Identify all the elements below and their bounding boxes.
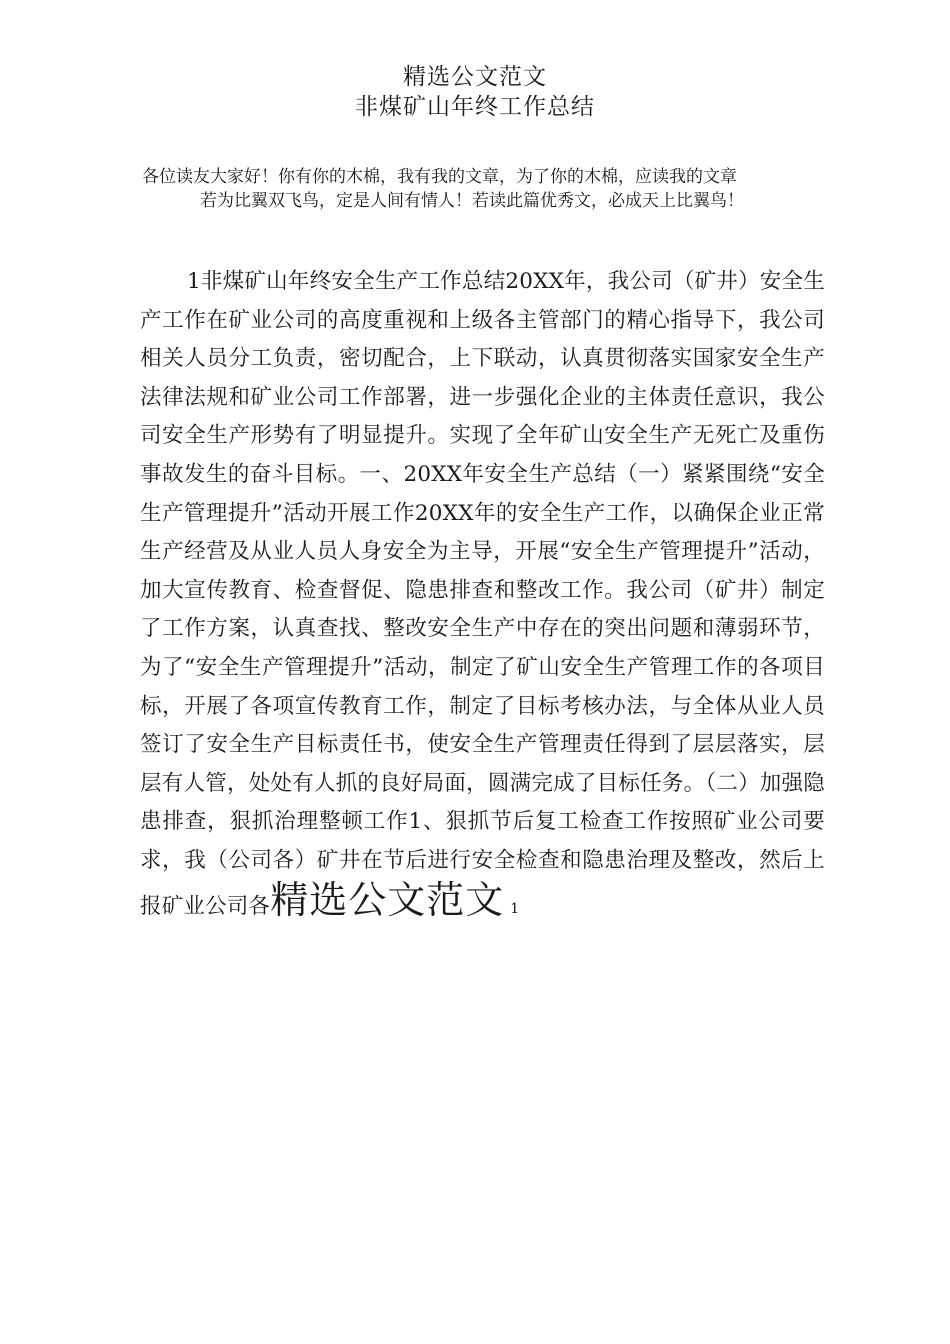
page-number: 1	[510, 900, 520, 917]
body-text: 1非煤矿山年终安全生产工作总结20XX年，我公司（矿井）安全生产工作在矿业公司的高度重视和上级各主管部门的精心指导下，我公司相关人员分工负责，密切配合，上下联动，认真贯彻落实国家安全生产法律法规和矿业公司工作部署，进一步强化企业的主体责任意识，我公司安全生产形势有了明显提升。实现了全年矿山安全生产无死亡及重伤事故发生的奋斗目标。一、20XX年安全生产总结（一）紧紧围绕“安全生产管理提升”活动开展工作20XX年的安全生产工作，以确保企业正常生产经营及从业人员人身安全为主导，开展“安全生产管理提升”活动，加大宣传教育、检查督促、隐患排查和整改工作。我公司（矿井）制定了工作方案，认真查找、整改安全生产中存在的突出问题和薄弱环节，为了“安全生产管理提升”活动，制定了矿山安全生产管理工作的各项目标，开展了各项宣传教育工作，制定了目标考核办法，与全体从业人员签订了安全生产目标责任书，使安全生产管理责任得到了层层落实，层层有人管，处处有人抓的良好局面，圆满完成了目标任务。（二）加强隐患排查，狠抓治理整顿工作1、狠抓节后复工检查工作按照矿业公司要求，我（公司各）矿井在节后进行安全检查和隐患治理及整改，然后上报矿业公司各	[140, 269, 825, 919]
greeting-line-2: 若为比翼双飞鸟，定是人间有情人！若读此篇优秀文，必成天上比翼鸟！	[200, 191, 744, 211]
document-header	[0, 62, 950, 122]
body-paragraph	[140, 263, 825, 928]
greeting-line-1: 各位读友大家好！你有你的木棉，我有我的文章，为了你的木棉，应读我的文章	[142, 167, 737, 187]
header-label: 精选公文范文	[403, 64, 547, 90]
footer-title: 精选公文范文	[270, 877, 505, 922]
document-title: 非煤矿山年终工作总结	[355, 94, 595, 120]
